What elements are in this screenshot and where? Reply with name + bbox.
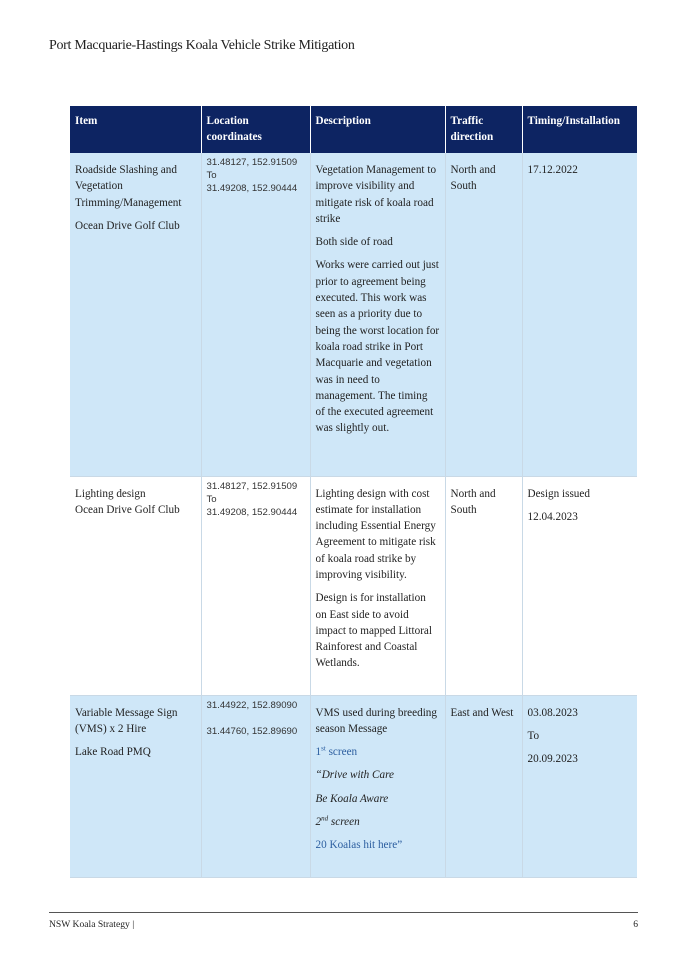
table-row [70,476,637,695]
coord-to: To [206,170,217,181]
item-cell [70,153,201,476]
coords-cell [201,476,310,695]
vms-screen-1-label: 1st screen [315,744,358,759]
coord-to: To [206,493,217,505]
item-name: Variable Message Sign (VMS) x 2 Hire [75,706,178,735]
column-header-timing: Timing/Installation [522,106,637,153]
timing-cell [522,153,637,476]
timing-date: 03.08.2023 [527,706,578,719]
coord-start: 31.48127, 152.91509 [206,480,298,492]
timing-status: Design issued [527,487,590,500]
timing-to: To [527,729,540,742]
description-text: Both side of road [315,236,393,249]
item-cell [70,695,201,877]
coord-start: 31.48127, 152.91509 [206,157,298,168]
table-header-row [70,106,637,153]
vms-message-line: “Drive with Care [315,769,395,782]
table-row [70,695,637,877]
coord-start: 31.44922, 152.89090 [206,699,298,711]
description-cell [310,476,445,695]
description-cell [310,695,445,877]
description-text: Vegetation Management to improve visibility and mitigate risk of koala road strike [315,164,437,225]
description-text: Works were carried out just prior to agreement being executed. This work was seen as a priority due to being the worst location for koala road strike in Port Macquarie and vegetation was in need to management. The timing of the executed agreement was slightly out. [315,259,440,435]
mitigation-table [70,106,637,878]
description-text: Design is for installation on East side to avoid impact to mapped Littoral Rainforest and Coastal Wetlands. [315,592,433,670]
item-cell [70,476,201,695]
page-number: 6 [633,919,638,930]
coord-end: 31.49208, 152.90444 [206,506,298,518]
page-title: Port Macquarie-Hastings Koala Vehicle Strike Mitigation [49,38,355,53]
description-text: VMS used during breeding season Message [315,706,437,735]
vms-screen-2-label: 2nd screen [315,814,360,828]
column-header-description: Description [310,106,445,153]
item-name: Lighting design [75,487,146,500]
timing-date: 20.09.2023 [527,753,578,766]
traffic-cell: North and South [445,153,522,476]
item-location: Ocean Drive Golf Club [75,219,180,232]
timing-cell [522,476,637,695]
description-cell [310,153,445,476]
column-header-item: Item [70,106,201,153]
coord-end: 31.44760, 152.89690 [206,725,298,737]
description-text: Lighting design with cost estimate for installation including Essential Energy Agreement to mitigate risk of koala road strike by improving visibility. [315,487,436,581]
footer-divider [49,912,638,913]
table-row [70,153,637,476]
traffic-cell: North and South [445,476,522,695]
item-location: Ocean Drive Golf Club [75,503,180,516]
traffic-cell: East and West [445,695,522,877]
column-header-location: Location coordinates [201,106,310,153]
coord-end: 31.49208, 152.90444 [206,183,298,194]
coords-cell [201,153,310,476]
timing-cell [522,695,637,877]
coords-cell [201,695,310,877]
timing-date: 17.12.2022 [527,164,578,176]
footer-document-name: NSW Koala Strategy | [49,919,135,930]
item-name: Roadside Slashing and Vegetation Trimming/Management [75,164,182,209]
item-location: Lake Road PMQ [75,746,151,759]
timing-date: 12.04.2023 [527,510,578,523]
vms-message-line: Be Koala Aware [315,792,389,805]
column-header-traffic: Traffic direction [445,106,522,153]
vms-message-line: 20 Koalas hit here” [315,839,403,852]
